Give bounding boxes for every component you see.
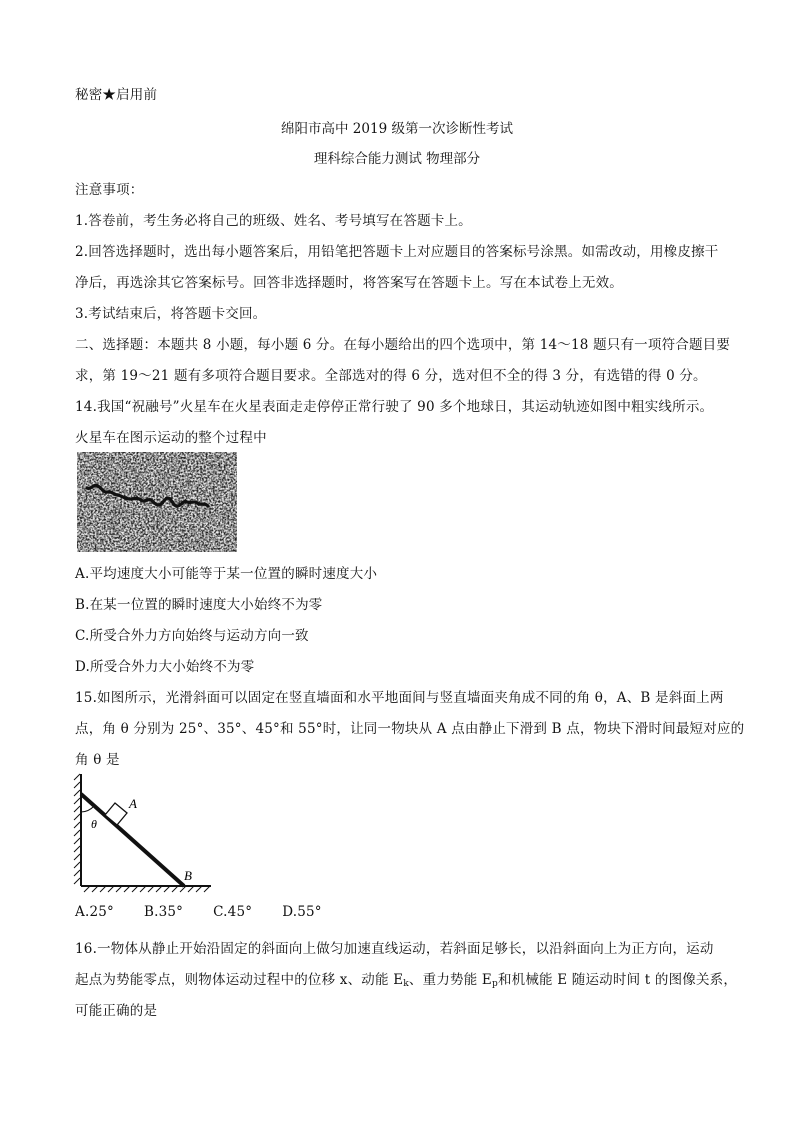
section-2-line-2: 求，第 19～21 题有多项符合题目要求。全部选对的得 6 分，选对但不全的得 3 分，有选错的得 0 分。 xyxy=(75,368,707,384)
q14-option-d: D.所受合外力大小始终不为零 xyxy=(75,659,255,675)
notice-item-3: 3.考试结束后，将答题卡交回。 xyxy=(75,306,267,322)
q14-option-a: A.平均速度大小可能等于某一位置的瞬时速度大小 xyxy=(75,566,378,582)
q14-stem-line-1: 14.我国“祝融号”火星车在火星表面走走停停正常行驶了 90 多个地球日，其运动轨迹如图中粗实线所示。 xyxy=(75,399,714,415)
q15-stem-line-1: 15.如图所示，光滑斜面可以固定在竖直墙面和水平地面间与竖直墙面夹角成不同的角 θ，A、B 是斜面上两 xyxy=(75,690,724,706)
rover-trajectory-image xyxy=(77,452,237,552)
section-2-line-1: 二、选择题：本题共 8 小题，每小题 6 分。在每小题给出的四个选项中，第 14～18 题只有一项符合题目要 xyxy=(75,337,731,353)
q14-option-b: B.在某一位置的瞬时速度大小始终不为零 xyxy=(75,597,323,613)
q16-stem-line-2 xyxy=(75,968,737,989)
q15-option-c: C.45° xyxy=(213,904,253,920)
q16-text-mid: 、重力势能 E xyxy=(408,972,492,988)
wall-hatching xyxy=(74,774,80,884)
q15-stem-line-2: 点，角 θ 分别为 25°、35°、45°和 55°时，让同一物块从 A 点由静止下滑到 B 点，物块下滑时间最短对应的 xyxy=(75,721,745,737)
notice-item-1: 1.答卷前，考生务必将自己的班级、姓名、考号填写在答题卡上。 xyxy=(75,213,472,229)
exam-subtitle: 理科综合能力测试 物理部分 xyxy=(313,151,481,167)
q16-stem-line-3: 可能正确的是 xyxy=(75,1003,158,1019)
notice-item-2-line-1: 2.回答选择题时，选出每小题答案后，用铅笔把答题卡上对应题目的答案标号涂黑。如需改动，用橡皮擦干 xyxy=(75,244,719,260)
label-theta: θ xyxy=(91,817,97,831)
q15-option-a: A.25° xyxy=(75,904,114,920)
q16-text-post: 和机械能 E 随运动时间 t 的图像关系， xyxy=(497,972,738,988)
secret-mark: 秘密★启用前 xyxy=(75,87,158,103)
q16-sub-k: k xyxy=(403,979,409,989)
q15-option-b: B.35° xyxy=(143,904,184,920)
q16-text-pre: 起点为势能零点，则物体运动过程中的位移 x、动能 E xyxy=(75,972,404,988)
q16-sub-p: p xyxy=(491,979,498,989)
q15-options xyxy=(75,904,352,920)
q15-stem-line-3: 角 θ 是 xyxy=(75,752,120,768)
block xyxy=(105,803,127,825)
q15-option-d: D.55° xyxy=(282,904,322,920)
label-b: B xyxy=(184,868,192,883)
notice-heading: 注意事项： xyxy=(75,182,144,198)
q16-stem-line-1: 16.一物体从静止开始沿固定的斜面向上做匀加速直线运动，若斜面足够长，以沿斜面向上为正方向，运动 xyxy=(75,941,714,957)
angle-arc xyxy=(81,806,94,812)
q14-stem-line-2: 火星车在图示运动的整个过程中 xyxy=(75,430,267,446)
exam-title: 绵阳市高中 2019 级第一次诊断性考试 xyxy=(281,121,513,137)
q14-option-c: C.所受合外力方向始终与运动方向一致 xyxy=(75,628,309,644)
label-a: A xyxy=(129,796,137,811)
incline-diagram xyxy=(72,772,212,894)
notice-item-2-line-2: 净后，再选涂其它答案标号。回答非选择题时，将答案写在答题卡上。写在本试卷上无效。 xyxy=(75,275,623,291)
